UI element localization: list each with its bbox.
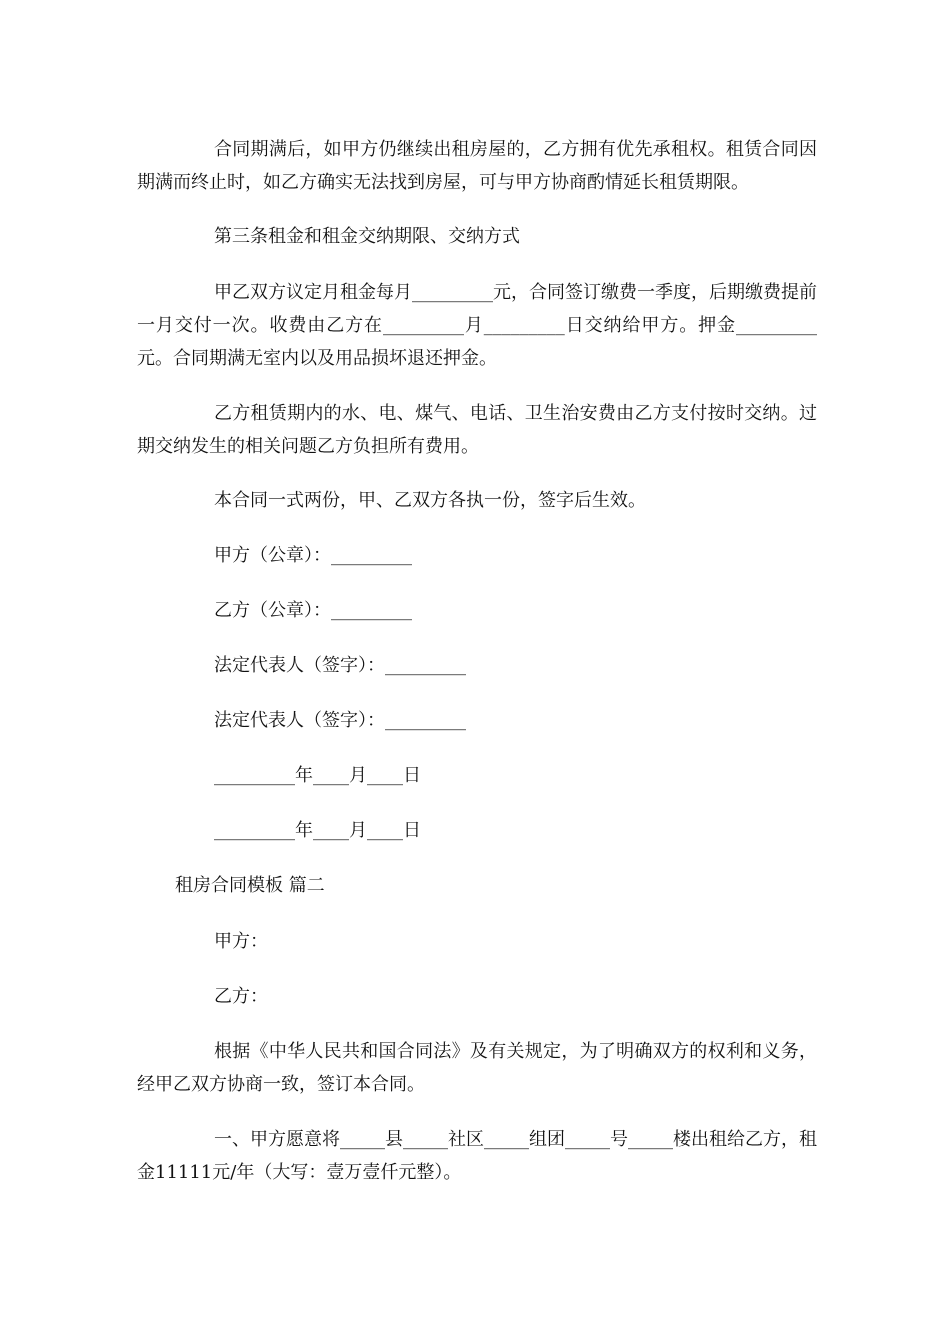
legal-representative-signature-1: 法定代表人（签字）：_________ <box>214 655 466 676</box>
paragraph-copies: 本合同一式两份，甲、乙双方各执一份，签字后生效。 <box>214 490 646 511</box>
party-a-label: 甲方： <box>214 931 268 952</box>
paragraph-renewal-priority: 合同期满后，如甲方仍继续出租房屋的，乙方拥有优先承租权。租赁合同因期满而终止时，如乙方确实无法找到房屋，可与甲方协商酌情延长租赁期限。 <box>137 139 817 193</box>
template-two-heading: 租房合同模板 篇二 <box>175 875 325 896</box>
paragraph-clause-one: 一、甲方愿意将_____县_____社区_____组团_____号_____楼出租给乙方，租金11111元/年（大写：壹万壹仟元整）。 <box>137 1129 817 1183</box>
party-b-label: 乙方： <box>214 986 268 1007</box>
paragraph-rent-payment: 甲乙双方议定月租金每月_________元，合同签订缴费一季度，后期缴费提前一月交付一次。收费由乙方在_________月_________日交纳给甲方。押金_________元。合同期满无室内以及用品损坏退还押金。 <box>137 282 817 369</box>
legal-representative-signature-2: 法定代表人（签字）：_________ <box>214 710 466 731</box>
party-a-seal-line: 甲方（公章）：_________ <box>214 545 412 566</box>
article-three-heading: 第三条租金和租金交纳期限、交纳方式 <box>214 226 520 247</box>
paragraph-utilities: 乙方租赁期内的水、电、煤气、电话、卫生治安费由乙方支付按时交纳。过期交纳发生的相关问题乙方负担所有费用。 <box>137 403 817 457</box>
date-line-2: _________年____月____日 <box>214 820 421 841</box>
paragraph-legal-basis: 根据《中华人民共和国合同法》及有关规定，为了明确双方的权利和义务，经甲乙双方协商一致，签订本合同。 <box>137 1041 817 1095</box>
party-b-seal-line: 乙方（公章）：_________ <box>214 600 412 621</box>
date-line-1: _________年____月____日 <box>214 765 421 786</box>
